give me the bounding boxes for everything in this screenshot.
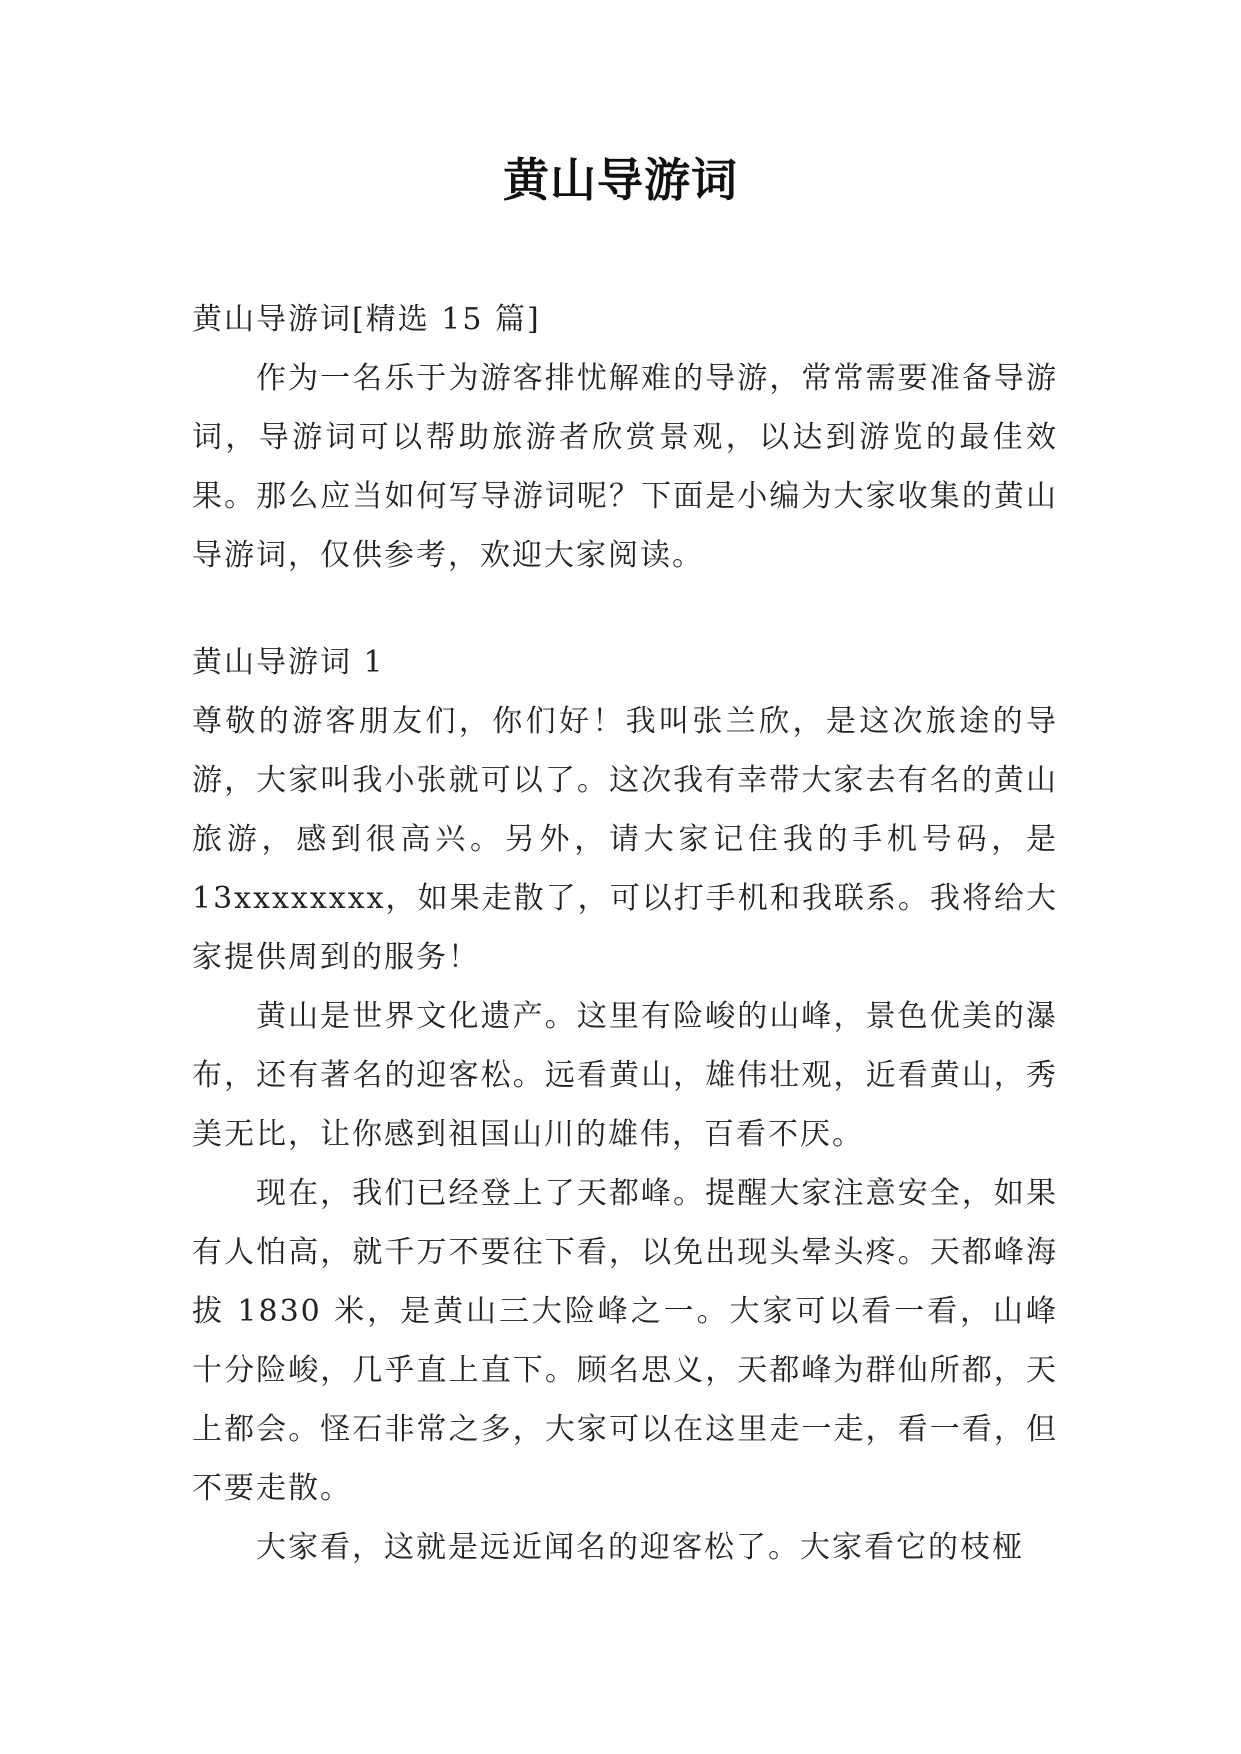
body-paragraph: 尊敬的游客朋友们，你们好！我叫张兰欣，是这次旅途的导游，大家叫我小张就可以了。这次我有幸带大家去有名的黄山旅游，感到很高兴。另外，请大家记住我的手机号码，是13xxxxxxxx，如果走散了，可以打手机和我联系。我将给大家提供周到的服务！ — [192, 704, 1058, 975]
body-paragraph: 现在，我们已经登上了天都峰。提醒大家注意安全，如果有人怕高，就千万不要往下看，以免出现头晕头疼。天都峰海拔 1830 米，是黄山三大险峰之一。大家可以看一看，山峰十分险峻，几乎直上直下。顾名思义，天都峰为群仙所都，天上都会。怪石非常之多，大家可以在这里走一走，看一看，但不要走散。 — [192, 1176, 1058, 1506]
body-paragraph: 大家看，这就是远近闻名的迎客松了。大家看它的枝桠 — [256, 1530, 1024, 1565]
section-heading: 黄山导游词 1 — [192, 645, 385, 680]
document-body — [192, 290, 1058, 1577]
document-title: 黄山导游词 — [503, 153, 738, 207]
body-paragraph: 黄山是世界文化遗产。这里有险峻的山峰，景色优美的瀑布，还有著名的迎客松。远看黄山，雄伟壮观，近看黄山，秀美无比，让你感到祖国山川的雄伟，百看不厌。 — [192, 999, 1058, 1152]
document-subtitle: 黄山导游词[精选 15 篇] — [192, 302, 541, 337]
intro-paragraph: 作为一名乐于为游客排忧解难的导游，常常需要准备导游词，导游词可以帮助旅游者欣赏景观，以达到游览的最佳效果。那么应当如何写导游词呢？下面是小编为大家收集的黄山导游词，仅供参考，欢迎大家阅读。 — [192, 361, 1058, 573]
